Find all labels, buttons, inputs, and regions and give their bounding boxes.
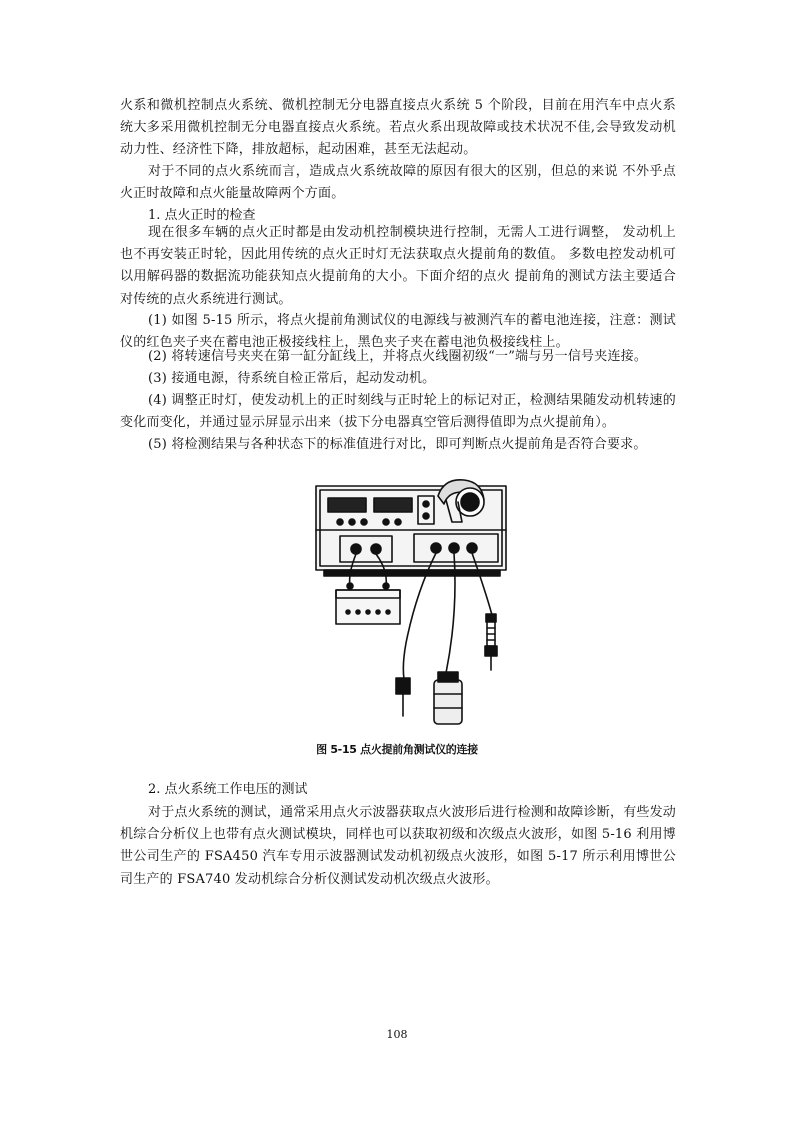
figure-caption: 图 5-15 点火提前角测试仪的连接 [316, 743, 478, 756]
step-1: (1) 如图 5-15 所示，将点火提前角测试仪的电源线与被测汽车的蓄电池连接，注意：测试仪的红色夹子夹在蓄电池正极接线柱上，黑色夹子夹在蓄电池负极接线柱上。 [120, 313, 676, 351]
step-4: (4) 调整正时灯，使发动机上的正时刻线与正时轮上的标记对正，检测结果随发动机转速的变化而变化，并通过显示屏显示出来（拔下分电器真空管后测得值即为点火提前角）。 [120, 393, 676, 431]
paragraph-timing-intro: 现在很多车辆的点火正时都是由发动机控制模块进行控制，无需人工进行调整， 发动机上也不再安装正时轮，因此用传统的点火正时灯无法获取点火提前角的数值。 多数电控发动机可以用解码器的数据流功能获知点火提前角的大小。下面介绍的点火 提前角的测试方法主要适合对传统的点火系统进行测试。 [120, 225, 676, 307]
page-number: 108 [386, 1028, 408, 1041]
heading-ignition-voltage: 2. 点火系统工作电压的测试 [148, 782, 308, 797]
step-3: (3) 接通电源，待系统自检正常后，起动发动机。 [148, 371, 436, 386]
step-5: (5) 将检测结果与各种状态下的标准值进行对比，即可判断点火提前角是否符合要求。 [148, 437, 647, 452]
step-2: (2) 将转速信号夹夹在第一缸分缸线上，并将点火线圈初级“一”端与另一信号夹连接。 [148, 349, 648, 364]
heading-timing-check: 1. 点火正时的检查 [148, 208, 256, 223]
paragraph-intro: 火系和微机控制点火系统、微机控制无分电器直接点火系统 5 个阶段，目前在用汽车中点火系统大多采用微机控制无分电器直接点火系统。若点火系出现故障或技术状况不佳,会导致发动机动力性、经济性下降，排放超标，起动困难，甚至无法起动。 [120, 98, 676, 158]
timing-light-tester-diagram-icon [310, 474, 520, 734]
paragraph-fault-causes: 对于不同的点火系统而言，造成点火系统故障的原因有很大的区别，但总的来说 不外乎点火正时故障和点火能量故障两个方面。 [120, 164, 676, 202]
paragraph-voltage-test: 对于点火系统的测试，通常采用点火示波器获取点火波形后进行检测和故障诊断，有些发动机综合分析仪上也带有点火测试模块，同样也可以获取初级和次级点火波形，如图 5-16 利用博世公司生产的 FSA450 汽车专用示波器测试发动机初级点火波形，如图 5-17 所示利用博世公司生产的 FSA740 发动机综合分析仪测试发动机次级点火波形。 [120, 805, 677, 887]
